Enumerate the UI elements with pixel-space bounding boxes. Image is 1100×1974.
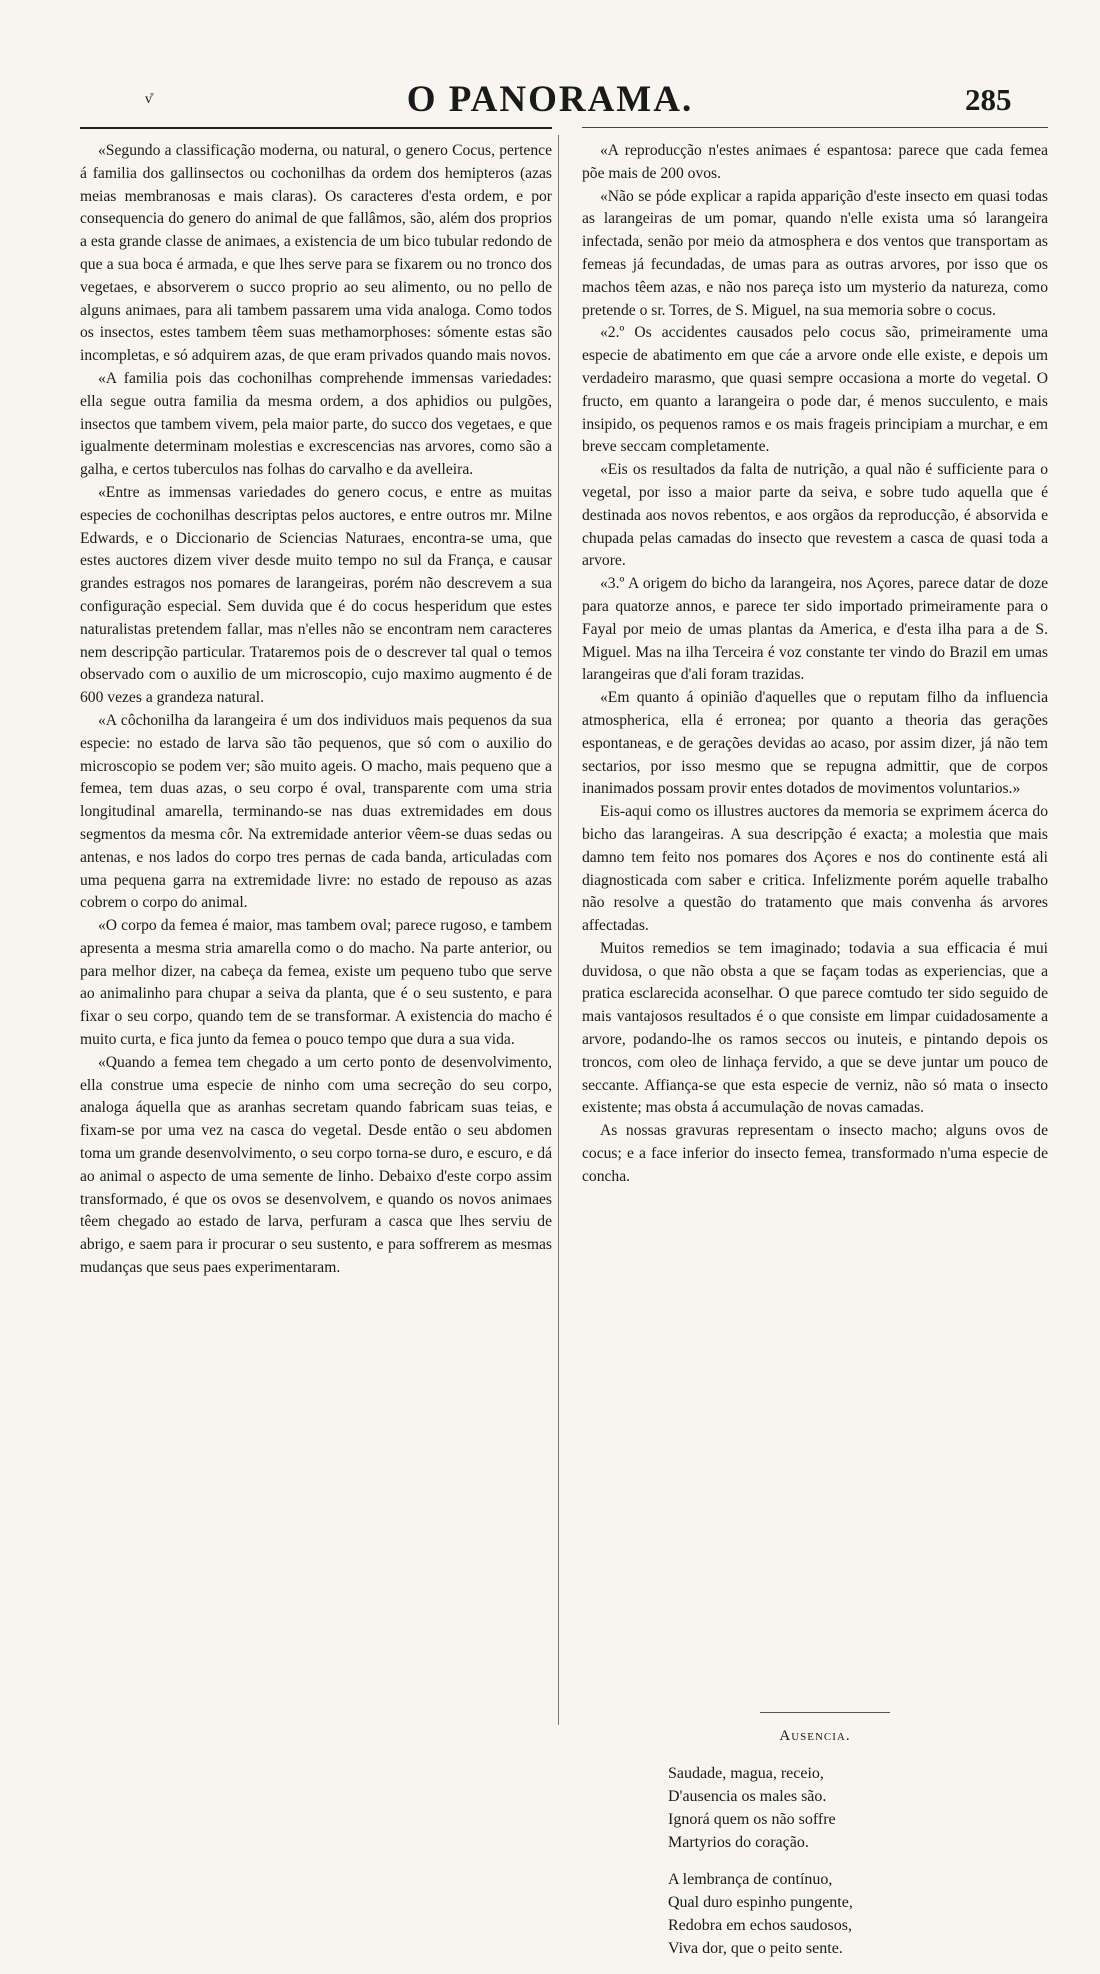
poem-stanzas bbox=[582, 1762, 1048, 1960]
corner-mark: v̊ bbox=[145, 92, 152, 107]
page-number: 285 bbox=[965, 82, 1012, 117]
right-paragraph: Eis-aqui como os illustres auctores da memoria se exprimem ácerca do bicho das larangeiras. A sua descripção é exacta; a molestia que mais damno tem feito nos pomares dos Açores e nos do continente está ali diagnosticada com saber e critica. Infelizmente porém aquelle trabalho não resolve a questão do tratamento que mais convenha ás arvores affectadas. bbox=[582, 803, 1048, 935]
left-paragraph: «A côchonilha da larangeira é um dos individuos mais pequenos da sua especie: no estado de larva são tão pequenos, que só com o auxilio do microscopio se podem ver; são muito ageis. O macho, mais pequeno que a femea, tem duas azas, o seu corpo é oval, transparente com uma stria longitudinal amarella, terminando-se nas duas extremidades em dous segmentos da mesma côr. Na extremidade anterior vêem-se duas sedas ou antenas, e nos lados do corpo tres pernas de cada banda, articuladas com uma pequena garra na extremidade livre: no estado de repouso as azas cobrem o corpo do animal. bbox=[80, 711, 552, 912]
right-paragraph: «Em quanto á opinião d'aquelles que o reputam filho da influencia atmospherica, ella é erronea; por quanto a theoria das gerações espontaneas, e de gerações devidas ao acaso, por assim dizer, já não tem sectarios, por isso mesmo que se repugna admittir, que de corpos inanimados possam provir entes dotados de movimentos voluntarios.» bbox=[582, 689, 1048, 798]
right-paragraph: «2.º Os accidentes causados pelo cocus são, primeiramente uma especie de abatimento em que cáe a arvore onde elle existe, e depois um verdadeiro marasmo, que quasi sempre occasiona a morte do vegetal. O fructo, em quanto a larangeira o pode dar, é menos succulento, e mais insipido, os pequenos ramos e os mais frageis principiam a murchar, e em breve seccam completamente. bbox=[582, 324, 1048, 456]
poem-line: Redobra em echos saudosos, bbox=[668, 1917, 852, 1934]
poem-line: Martyrios do coração. bbox=[668, 1834, 809, 1851]
right-paragraph: «Eis os resultados da falta de nutrição, a qual não é sufficiente para o vegetal, por isso a maior parte da seiva, e sobre tudo aquella que é destinada aos novos rebentos, e aos orgãos da reproducção, é absorvida e chupada pelas camadas do insecto que revestem a casca de quasi toda a arvore. bbox=[582, 461, 1048, 570]
poem-line: Ignorá quem os não soffre bbox=[668, 1811, 836, 1828]
poem-title: Ausencia. bbox=[779, 1728, 851, 1744]
left-column bbox=[80, 140, 552, 1280]
right-paragraph: As nossas gravuras representam o insecto macho; alguns ovos de cocus; e a face inferior do insecto femea, transformado n'uma especie de concha. bbox=[582, 1122, 1048, 1185]
poem-stanza bbox=[668, 1762, 1048, 1854]
publication-title: O PANORAMA. bbox=[406, 79, 694, 120]
left-paragraph: «Quando a femea tem chegado a um certo ponto de desenvolvimento, ella construe uma especie de ninho com uma secreção do seu corpo, analoga áquella que as aranhas secretam quando fabricam suas teias, e fixam-se por uma vez na casca do vegetal. Desde então o seu abdomen toma um grande desenvolvimento, o seu corpo torna-se duro, e escuro, e dá ao animal o aspecto de uma semente de linho. Debaixo d'este corpo assim transformado, é que os ovos se desenvolvem, e quando os novos animaes têem chegado ao estado de larva, perfuram a casca que lhes serviu de abrigo, e saem para ir procurar o seu sustento, e para soffrerem as mesmas mudanças que seus paes experimentaram. bbox=[80, 1053, 552, 1277]
right-column bbox=[582, 140, 1048, 1189]
poem-line: Saudade, magua, receio, bbox=[668, 1765, 824, 1782]
header-rule-left bbox=[80, 127, 552, 129]
poem-line: A lembrança de contínuo, bbox=[668, 1871, 833, 1888]
right-paragraph: «3.º A origem do bicho da larangeira, nos Açores, parece datar de doze para quatorze annos, e parece ter sido importado primeiramente para o Fayal por meio de umas plantas da America, e d'esta ilha para a de S. Miguel. Mas na ilha Terceira é voz constante ter vindo do Brazil em umas larangeiras que d'ali foram trazidas. bbox=[582, 575, 1048, 684]
right-paragraph: Muitos remedios se tem imaginado; todavia a sua efficacia é mui duvidosa, o que não obsta a que se façam todas as experiencias, que a pratica esclarecida aconselhar. O que parece comtudo ter sido seguido de mais vantajosos resultados é o que consiste em limpar cuidadosamente a arvore, podando-lhe os ramos seccos ou inuteis, e pintando depois os troncos, com oleo de linhaça fervido, a que se deve juntar um pouco de seccante. Affiança-se que esta especie de verniz, não só mata o insecto existente; mas obsta á accumulação de novas camadas. bbox=[582, 939, 1048, 1117]
poem-line: Viva dor, que o peito sente. bbox=[668, 1940, 843, 1957]
poem bbox=[582, 1725, 1048, 1974]
section-rule bbox=[760, 1712, 890, 1713]
left-paragraph: «O corpo da femea é maior, mas tambem oval; parece rugoso, e tambem apresenta a mesma stria amarella como o do macho. Na parte anterior, ou para melhor dizer, na cabeça da femea, existe um pequeno tubo que serve ao animalinho para chupar a seiva da planta, que é o seu sustento, e para fixar o seu corpo, quando tem de se transformar. A existencia do macho é muito curta, e fica junto da femea o pouco tempo que dura a sua vida. bbox=[80, 917, 552, 1049]
header-rule-right bbox=[582, 127, 1048, 128]
poem-line: D'ausencia os males são. bbox=[668, 1788, 827, 1805]
column-divider bbox=[558, 135, 559, 1725]
left-paragraph: «Entre as immensas variedades do genero cocus, e entre as muitas especies de cochonilhas descriptas pelos auctores, e entre outros mr. Milne Edwards, e o Diccionario de Sciencias Naturaes, encontra-se uma, que estes auctores dizem viver desde muito tempo no sul da França, e causar grandes estragos nos pomares de larangeiras, porém não descrevem a sua configuração especial. Sem duvida que é do cocus hesperidum que estes naturalistas pretendem fallar, mas n'elles não se encontram nem caracteres nem descripção particular. Trataremos pois de o descrever tal qual o temos observado com o auxilio de um microscopio, cujo maximo augmento é de 600 vezes a grandeza natural. bbox=[80, 483, 552, 707]
poem-stanza bbox=[668, 1868, 1048, 1960]
poem-line: Qual duro espinho pungente, bbox=[668, 1894, 853, 1911]
page-header bbox=[0, 0, 1100, 130]
left-paragraph: «A familia pois das cochonilhas comprehende immensas variedades: ella segue outra familia da mesma ordem, a dos aphidios ou pulgões, insectos que tambem vivem, pela maior parte, do succo dos vegetaes, e que igualmente determinam molestias e excrescencias nas arvores, como são a galha, e certos tuberculos nas folhas do carvalho e da avelleira. bbox=[80, 369, 552, 479]
right-paragraph: «A reproducção n'estes animaes é espantosa: parece que cada femea põe mais de 200 ovos. bbox=[582, 142, 1048, 182]
right-paragraph: «Não se póde explicar a rapida apparição d'este insecto em quasi todas as larangeiras de um pomar, quando n'elle exista uma só larangeira infectada, senão por meio da atmosphera e dos ventos que transportam as femeas já fecundadas, de umas para as outras arvores, por isso que os machos têem azas, e não nos pareça isto um mysterio da natureza, como pretende o sr. Torres, de S. Miguel, na sua memoria sobre o cocus. bbox=[582, 187, 1048, 319]
left-paragraph: «Segundo a classificação moderna, ou natural, o genero Cocus, pertence á familia dos gallinsectos ou cochonilhas da ordem dos hemipteros (azas meias membranosas e mais claras). Os caracteres d'esta ordem, e por consequencia do genero do animal de que fallâmos, são, além dos proprios a esta grande classe de animaes, a existencia de um bico tubular redondo de que a sua boca é armada, e que lhes serve para se fixarem ou no tronco dos vegetaes, e absorverem o succo proprio ao seu alimento, ou no pello de alguns animaes, para ali tambem passarem uma vida analoga. Como todos os insectos, estes tambem têem suas methamorphoses: sómente estas são incompletas, e só adquirem azas, de que eram privados quando mais novos. bbox=[80, 142, 552, 365]
